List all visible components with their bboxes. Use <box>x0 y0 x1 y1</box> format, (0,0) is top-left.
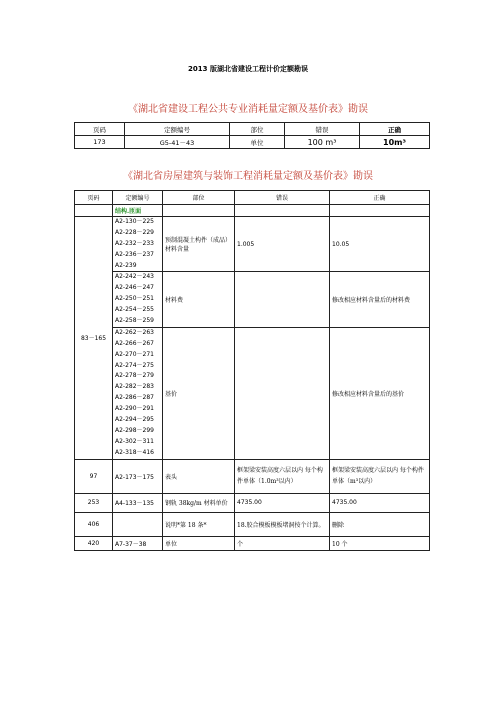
header-page: 页码 <box>75 123 125 136</box>
row-right: 框架梁安装高度六层以内 每个构件单体（m³以内） <box>330 459 430 493</box>
subgroup-wrong-2 <box>235 272 330 327</box>
section2-heading: 《湖北省房屋建筑与装饰工程消耗量定额及基价表》勘误 <box>123 171 373 182</box>
cell-part: 单位 <box>230 136 285 149</box>
row-right: 删除 <box>330 512 430 536</box>
subgroup-part-3: 基价 <box>163 327 235 459</box>
subgroup-right-2: 修改相应材料含量后的材料费 <box>330 272 430 327</box>
row-part: 单位 <box>163 536 235 550</box>
subgroup-right-1: 10.05 <box>330 217 430 272</box>
row-wrong: 4735.00 <box>235 493 330 512</box>
code-list-3: A2-262－263 A2-266－267 A2-270－271 A2-274－275 A2-278－279 A2-282－283 A2-286－287 A2-290－291 A2-294－295 A2-298－299 A2-302－311 A2-318－416 <box>113 327 163 459</box>
header-code: 定额编号 <box>113 191 163 205</box>
row-right: 4735.00 <box>330 493 430 512</box>
row-part: 钢轨 38kg/m 材料单价 <box>163 493 235 512</box>
subgroup-right-3: 修改相应材料含量后的基价 <box>330 327 430 459</box>
header-right: 正确 <box>360 123 430 136</box>
subgroup-wrong-1: 1.005 <box>235 217 330 272</box>
row-code: A4-133－135 <box>113 493 163 512</box>
row-page: 406 <box>75 512 113 536</box>
header-page: 页码 <box>75 191 113 205</box>
cell-page: 173 <box>75 136 125 149</box>
cell-right: 10m³ <box>360 136 430 149</box>
header-part: 部位 <box>163 191 235 205</box>
subgroup-part-2: 材料费 <box>163 272 235 327</box>
row-part: 说明*第 18 条* <box>163 512 235 536</box>
subgroup-wrong-3 <box>235 327 330 459</box>
row-wrong: 框架梁安装高度六层以内 每个构件单体（1.0m³以内） <box>235 459 330 493</box>
row-wrong: 个 <box>235 536 330 550</box>
header-wrong: 错误 <box>235 191 330 205</box>
row-wrong: 18.胶合模板模板堵洞按个计算。 <box>235 512 330 536</box>
section1-heading: 《湖北省建设工程公共专业消耗量定额及基价表》勘误 <box>128 104 368 115</box>
errata-table-building <box>74 190 430 551</box>
group-page: 83－165 <box>75 217 113 460</box>
cell-code: G5-41－43 <box>125 136 230 149</box>
cell-wrong: 100 m³ <box>285 136 360 149</box>
row-code: A7-37－38 <box>113 536 163 550</box>
row-code: A2-173－175 <box>113 459 163 493</box>
subgroup-part-1: 预制混凝土构件（成品）材料含量 <box>163 217 235 272</box>
category-label: 结构.匝面 <box>113 205 163 217</box>
code-list-2: A2-242－243 A2-246－247 A2-250－251 A2-254－255 A2-258－259 <box>113 272 163 327</box>
row-right: 10 个 <box>330 536 430 550</box>
row-code <box>113 512 163 536</box>
row-page: 97 <box>75 459 113 493</box>
row-part: 表头 <box>163 459 235 493</box>
header-wrong: 错误 <box>285 123 360 136</box>
row-page: 420 <box>75 536 113 550</box>
row-page: 253 <box>75 493 113 512</box>
header-part: 部位 <box>230 123 285 136</box>
errata-table-public <box>74 122 430 149</box>
header-code: 定额编号 <box>125 123 230 136</box>
header-right: 正确 <box>330 191 430 205</box>
document-title: 2013 版湖北省建设工程计价定额勘误 <box>188 65 308 73</box>
code-list-1: A2-130－225 A2-228－229 A2-232－233 A2-236－237 A2-239 <box>113 217 163 272</box>
